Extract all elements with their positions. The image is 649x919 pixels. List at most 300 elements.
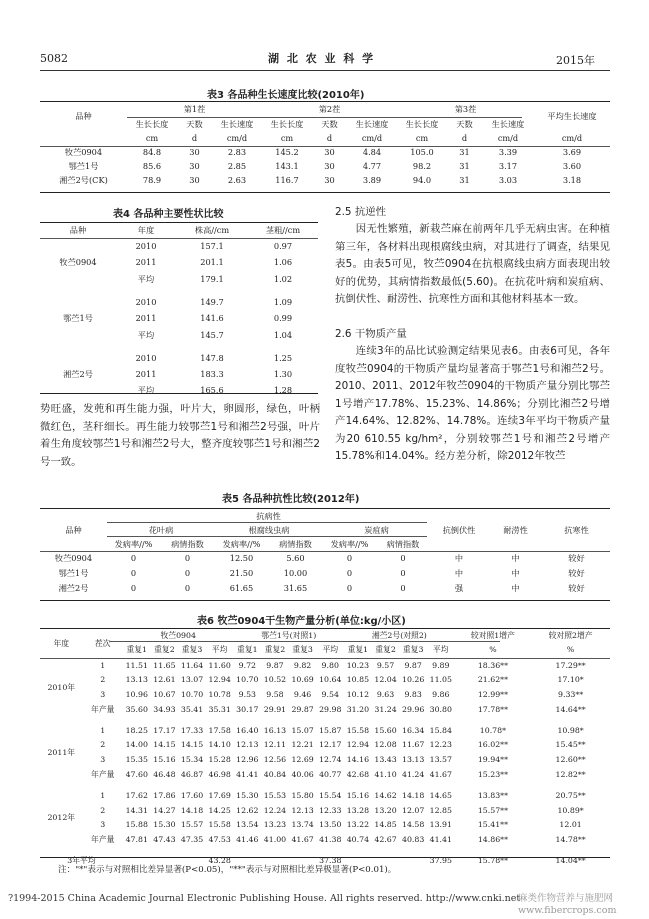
value-cell: 11.51 xyxy=(125,660,148,670)
t6-batch-cell: 1 xyxy=(100,660,106,670)
t6-avg-value: 43.28 xyxy=(208,855,231,865)
variety-cell: 湘苎2号(CK) xyxy=(59,174,108,185)
value-cell: 31.24 xyxy=(374,704,397,714)
value-cell: 2011 xyxy=(135,257,157,268)
value-cell: 4.77 xyxy=(362,160,382,171)
variety-cell: 湘苎2号 xyxy=(58,583,89,594)
value-cell: 46.98 xyxy=(208,770,231,780)
t3-sub: 天数 xyxy=(456,118,473,129)
value-cell: 12.69 xyxy=(291,755,314,765)
t4-row xyxy=(40,238,318,254)
value-cell: 14.64** xyxy=(555,704,586,714)
table3 xyxy=(40,102,610,187)
value-cell: 157.1 xyxy=(200,241,224,252)
variety-cell: 牧苎0904 xyxy=(64,146,103,157)
value-cell: 143.1 xyxy=(275,160,299,171)
value-cell: 平均 xyxy=(137,329,155,340)
value-cell: 中 xyxy=(511,583,520,594)
value-cell: 15.57 xyxy=(180,820,204,830)
t6-year-cell: 2010年 xyxy=(47,682,76,692)
t6-sub: 重复3 xyxy=(402,645,424,655)
value-cell: 31.65 xyxy=(283,583,308,594)
t6-sub: 重复2 xyxy=(154,645,175,655)
value-cell: 12.04 xyxy=(374,675,397,685)
value-cell: 13.57 xyxy=(429,755,452,765)
t6-batch-cell: 年产量 xyxy=(91,835,115,845)
value-cell: 14.18 xyxy=(180,805,204,815)
t6-year-cell: 2012年 xyxy=(47,813,76,823)
t4-header: 年度 xyxy=(137,225,155,236)
value-cell: 34.93 xyxy=(153,704,176,714)
t6-inc2-header: 较对照2增产 xyxy=(548,630,593,640)
value-cell: 14.15 xyxy=(180,740,204,750)
value-cell: 12.01 xyxy=(559,820,582,830)
value-cell: 183.3 xyxy=(200,369,224,380)
value-cell: 30.17 xyxy=(236,704,259,714)
value-cell: 15.28 xyxy=(208,755,231,765)
t5-variety-header: 品种 xyxy=(65,524,82,535)
value-cell: 61.65 xyxy=(229,583,254,594)
value-cell: 9.57 xyxy=(376,660,395,670)
t4-variety-cell: 湘苎2号 xyxy=(63,369,93,380)
value-cell: 30 xyxy=(324,160,335,171)
value-cell: 10.69 xyxy=(291,675,314,685)
t6-sub: 平均 xyxy=(322,645,339,655)
value-cell: 16.34 xyxy=(402,725,425,735)
value-cell: 17.86 xyxy=(153,790,176,800)
table6-note: 注："*"表示与对照相比差异显著(P<0.05)，"**"表示与对照相比差异极显著(P<0.01)。 xyxy=(58,865,397,875)
t6-sub: 重复1 xyxy=(237,645,258,655)
t5-other-header: 抗倒伏性 xyxy=(442,524,476,535)
page-year: 2015年 xyxy=(556,54,595,67)
value-cell: 21.50 xyxy=(229,568,254,579)
value-cell: 12.85 xyxy=(429,805,452,815)
value-cell: 10.85 xyxy=(346,675,370,685)
value-cell: 12.99** xyxy=(477,690,508,700)
t6-batch-header: 茬次 xyxy=(94,638,111,648)
value-cell: 18.25 xyxy=(125,725,148,735)
value-cell: 15.30 xyxy=(236,790,259,800)
t3-sub: 生长速度 xyxy=(491,118,525,129)
value-cell: 9.89 xyxy=(432,660,450,670)
page-number: 5082 xyxy=(40,52,68,65)
value-cell: 15.23** xyxy=(477,770,508,780)
value-cell: 16.40 xyxy=(236,725,259,735)
value-cell: 47.35 xyxy=(180,835,204,845)
value-cell: 3.03 xyxy=(498,174,518,185)
value-cell: 0 xyxy=(184,553,191,564)
t6-batch-cell: 年产量 xyxy=(91,704,115,714)
value-cell: 17.62 xyxy=(125,790,148,800)
value-cell: 4.84 xyxy=(362,146,382,157)
value-cell: 9.63 xyxy=(376,690,395,700)
value-cell: 42.68 xyxy=(346,770,370,780)
value-cell: 42.67 xyxy=(374,835,397,845)
t6-batch-cell: 1 xyxy=(100,790,106,800)
t3-row xyxy=(40,145,610,159)
t6-row xyxy=(40,723,610,738)
value-cell: 9.83 xyxy=(404,690,422,700)
value-cell: 41.46 xyxy=(236,835,259,845)
value-cell: 15.41** xyxy=(477,820,508,830)
value-cell: 12.23 xyxy=(429,740,452,750)
value-cell: 15.16 xyxy=(153,755,176,765)
t3-sub: 生长速度 xyxy=(220,118,254,129)
value-cell: 116.7 xyxy=(275,174,299,185)
value-cell: 15.60 xyxy=(374,725,397,735)
value-cell: 0 xyxy=(400,553,406,564)
t5-sub: 发病率//% xyxy=(114,538,153,549)
t4-row xyxy=(40,350,318,366)
value-cell: 9.87 xyxy=(404,660,422,670)
table4 xyxy=(40,223,318,399)
t5-sub: 病情指数 xyxy=(386,538,420,549)
t6-v2-header: 鄂苎1号(对照1) xyxy=(261,630,317,640)
value-cell: 40.06 xyxy=(291,770,314,780)
value-cell: 46.87 xyxy=(180,770,204,780)
value-cell: 11.60 xyxy=(208,660,231,670)
value-cell: 10.78* xyxy=(479,725,507,735)
t4-row xyxy=(40,294,318,310)
value-cell: 2.85 xyxy=(227,160,247,171)
value-cell: 9.86 xyxy=(432,690,450,700)
t5-row xyxy=(40,551,610,566)
value-cell: 17.58 xyxy=(208,725,231,735)
t6-sub: 重复1 xyxy=(126,645,148,655)
value-cell: 较好 xyxy=(568,568,585,579)
value-cell: 12.74 xyxy=(319,755,342,765)
value-cell: 19.94** xyxy=(477,755,508,765)
value-cell: 145.7 xyxy=(200,329,224,340)
value-cell: 41.67 xyxy=(429,770,452,780)
value-cell: 41.67 xyxy=(291,835,314,845)
value-cell: 10.70 xyxy=(236,675,259,685)
section-2-5-text: 因无性繁殖，新栽苎麻在前两年几乎无病虫害。在种植第三年，各材料出现根腐线虫病，对其进行了调查，结果见表5。由表5可见，牧苎0904在抗根腐线虫病方面表现出较好的优势，其病情指数最低(5.60)。在抗花叶病和炭疽病、抗倒伏性、耐涝性、抗寒性方面和其他材料基本一致。 xyxy=(335,223,610,305)
value-cell: 14.25 xyxy=(208,805,231,815)
variety-cell: 牧苎0904 xyxy=(54,553,93,564)
value-cell: 13.07 xyxy=(180,675,204,685)
t4-header: 品种 xyxy=(69,225,87,236)
value-cell: 18.36** xyxy=(477,660,508,670)
t3-stubble-2: 第2茬 xyxy=(318,104,341,115)
value-cell: 41.00 xyxy=(263,835,287,845)
value-cell: 78.9 xyxy=(142,174,162,185)
value-cell: 10.78 xyxy=(208,690,231,700)
value-cell: 94.0 xyxy=(412,174,432,185)
t6-avg-value: 15.78** xyxy=(477,855,508,865)
value-cell: 13.74 xyxy=(291,820,314,830)
value-cell: 14.16 xyxy=(346,755,370,765)
t6-batch-cell: 2 xyxy=(100,805,106,815)
value-cell: 15.34 xyxy=(180,755,204,765)
value-cell: 40.74 xyxy=(346,835,370,845)
value-cell: 47.81 xyxy=(125,835,148,845)
value-cell: 29.87 xyxy=(291,704,314,714)
value-cell: 141.6 xyxy=(200,313,224,324)
value-cell: 9.82 xyxy=(293,660,312,670)
value-cell: 17.78** xyxy=(477,704,508,714)
t6-batch-cell: 2 xyxy=(100,675,106,685)
t3-unit: cm xyxy=(145,132,159,143)
value-cell: 16.13 xyxy=(263,725,287,735)
value-cell: 10.70 xyxy=(180,690,204,700)
t3-unit: cm xyxy=(415,132,429,143)
t6-batch-cell: 3 xyxy=(100,755,106,765)
value-cell: 40.84 xyxy=(263,770,287,780)
value-cell: 11.05 xyxy=(429,675,452,685)
value-cell: 2.63 xyxy=(227,174,247,185)
value-cell: 15.54 xyxy=(319,790,342,800)
value-cell: 1.06 xyxy=(273,257,293,268)
value-cell: 40.83 xyxy=(402,835,425,845)
t3-sub: 生长长度 xyxy=(270,118,304,129)
section-2-6-heading: 2.6 干物质产量 xyxy=(335,328,407,340)
t6-year-cell: 2011年 xyxy=(47,747,76,757)
t6-row xyxy=(40,753,610,768)
value-cell: 16.02** xyxy=(477,740,508,750)
value-cell: 35.31 xyxy=(208,704,231,714)
t3-sub: 天数 xyxy=(186,118,203,129)
value-cell: 0 xyxy=(130,553,137,564)
value-cell: 13.91 xyxy=(429,820,452,830)
value-cell: 40.77 xyxy=(319,770,342,780)
value-cell: 10.67 xyxy=(153,690,176,700)
value-cell: 较好 xyxy=(568,553,585,564)
value-cell: 1.04 xyxy=(273,329,293,340)
value-cell: 较好 xyxy=(568,583,585,594)
value-cell: 15.45** xyxy=(555,740,586,750)
value-cell: 14.86** xyxy=(477,835,508,845)
value-cell: 3.39 xyxy=(498,146,518,157)
value-cell: 13.13 xyxy=(125,675,148,685)
value-cell: 0 xyxy=(184,583,191,594)
value-cell: 中 xyxy=(454,553,464,564)
table3-caption: 表3 各品种生长速度比较(2010年) xyxy=(207,90,365,101)
value-cell: 13.28 xyxy=(346,805,370,815)
t3-unit: cm xyxy=(280,132,294,143)
value-cell: 15.58 xyxy=(346,725,370,735)
value-cell: 1.02 xyxy=(273,273,293,284)
value-cell: 12.13 xyxy=(291,805,314,815)
section-2-5-heading: 2.5 抗逆性 xyxy=(335,206,386,218)
t5-group-header: 抗病性 xyxy=(256,510,281,521)
value-cell: 15.57** xyxy=(477,805,508,815)
t6-v1-header: 牧苎0904 xyxy=(160,630,196,640)
value-cell: 12.62 xyxy=(236,805,259,815)
t5-sub: 发病率//% xyxy=(222,538,261,549)
value-cell: 165.6 xyxy=(200,385,224,396)
value-cell: 31 xyxy=(459,160,470,171)
t3-stubble-1: 第1茬 xyxy=(183,104,206,115)
copyright-footer: ?1994-2015 China Academic Journal Electronic Publishing House. All rights reserved. http://www.cnki.net xyxy=(8,893,521,904)
value-cell: 0 xyxy=(346,553,353,564)
value-cell: 15.07 xyxy=(291,725,314,735)
t6-batch-cell: 3 xyxy=(100,690,106,700)
t6-batch-cell: 1 xyxy=(100,725,106,735)
t6-sub: 平均 xyxy=(433,645,449,655)
value-cell: 14.00 xyxy=(125,740,148,750)
value-cell: 31 xyxy=(459,146,470,157)
value-cell: 15.88 xyxy=(125,820,148,830)
variety-cell: 鄂苎1号 xyxy=(68,160,99,171)
value-cell: 12.33 xyxy=(319,805,342,815)
value-cell: 中 xyxy=(454,568,464,579)
value-cell: 30 xyxy=(324,146,335,157)
value-cell: 5.60 xyxy=(286,553,305,564)
value-cell: 17.29** xyxy=(555,660,586,670)
t3-row xyxy=(40,159,610,173)
value-cell: 15.30 xyxy=(153,820,176,830)
value-cell: 0 xyxy=(346,583,353,594)
t3-unit: cm/d xyxy=(361,132,383,143)
value-cell: 179.1 xyxy=(200,273,224,284)
value-cell: 17.10* xyxy=(557,675,584,685)
watermark: 麻类作物营养与施肥网 www.fibercrops.com xyxy=(518,893,617,916)
t6-pct: % xyxy=(566,645,575,655)
value-cell: 12.17 xyxy=(319,740,342,750)
value-cell: 2011 xyxy=(135,369,157,380)
t3-sub: 天数 xyxy=(321,118,338,129)
value-cell: 1.28 xyxy=(273,385,293,396)
value-cell: 12.50 xyxy=(229,553,254,564)
value-cell: 41.10 xyxy=(374,770,397,780)
value-cell: 30.80 xyxy=(429,704,452,714)
value-cell: 9.72 xyxy=(238,660,256,670)
value-cell: 9.53 xyxy=(238,690,256,700)
value-cell: 10.12 xyxy=(346,690,370,700)
value-cell: 9.80 xyxy=(321,660,339,670)
value-cell: 12.94 xyxy=(208,675,231,685)
value-cell: 13.43 xyxy=(374,755,397,765)
value-cell: 9.87 xyxy=(266,660,284,670)
value-cell: 14.65 xyxy=(429,790,452,800)
value-cell: 12.24 xyxy=(263,805,287,815)
journal-title: 湖 北 农 业 科 学 xyxy=(268,52,376,65)
t6-row xyxy=(40,738,610,753)
value-cell: 11.67 xyxy=(402,740,425,750)
value-cell: 17.60 xyxy=(180,790,204,800)
t3-stubble-3: 第3茬 xyxy=(454,104,477,115)
value-cell: 10.98* xyxy=(557,725,584,735)
value-cell: 11.64 xyxy=(180,660,204,670)
value-cell: 0 xyxy=(130,583,137,594)
value-cell: 98.2 xyxy=(412,160,432,171)
t4-header: 株高//cm xyxy=(194,225,230,236)
value-cell: 3.17 xyxy=(498,160,518,171)
t3-sub: 生长速度 xyxy=(355,118,389,129)
t5-disease: 花叶病 xyxy=(148,524,174,535)
table4-caption: 表4 各品种主要性状比较 xyxy=(113,209,224,220)
t6-v3-header: 湘苎2号(对照2) xyxy=(371,630,427,640)
t6-row xyxy=(40,768,610,783)
t4-variety-cell: 牧苎0904 xyxy=(59,257,97,268)
value-cell: 147.8 xyxy=(200,352,224,363)
value-cell: 0.99 xyxy=(273,313,293,324)
t6-year-header: 年度 xyxy=(53,638,70,648)
t6-row xyxy=(40,688,610,703)
t3-unit: cm/d xyxy=(497,132,519,143)
t6-batch-cell: 2 xyxy=(100,740,106,750)
value-cell: 0 xyxy=(130,568,137,579)
value-cell: 0.97 xyxy=(273,241,293,252)
value-cell: 0 xyxy=(400,583,406,594)
t6-inc1-header: 较对照1增产 xyxy=(470,630,515,640)
value-cell: 13.54 xyxy=(236,820,259,830)
value-cell: 13.50 xyxy=(319,820,342,830)
value-cell: 35.60 xyxy=(125,704,148,714)
value-cell: 12.07 xyxy=(402,805,425,815)
value-cell: 13.23 xyxy=(263,820,287,830)
value-cell: 29.96 xyxy=(402,704,425,714)
value-cell: 145.2 xyxy=(275,146,299,157)
value-cell: 10.26 xyxy=(402,675,425,685)
value-cell: 2011 xyxy=(135,313,157,324)
value-cell: 21.62** xyxy=(477,675,508,685)
value-cell: 3.69 xyxy=(562,146,582,157)
section-2-6-text: 连续3年的品比试验测定结果见表6。由表6可见，各年度牧苎0904的干物质产量均显著高于鄂苎1号和湘苎2号。2010、2011、2012年牧苎0904的干物质产量分别比鄂苎1号增产17.78%、15.23%、14.86%；分别比湘苎2号增产14.64%、12.82%、14.78%。连续3年平均干物质产量为20 610.55 kg/hm²，分别较鄂苎1号和湘苎2号增产15.78%和14.04%。经方差分析，除2012年牧苎 xyxy=(335,345,610,462)
t6-sub: 重复1 xyxy=(347,645,369,655)
value-cell: 1.25 xyxy=(273,352,293,363)
t6-row xyxy=(40,803,610,818)
value-cell: 中 xyxy=(511,568,520,579)
value-cell: 41.38 xyxy=(319,835,342,845)
value-cell: 17.69 xyxy=(208,790,231,800)
t6-row xyxy=(40,658,610,673)
t5-other-header: 耐涝性 xyxy=(503,524,528,535)
table5-caption: 表5 各品种抗性比较(2012年) xyxy=(222,494,360,505)
t6-row xyxy=(40,702,610,717)
table3-bottom-rule xyxy=(40,192,610,193)
t3-sub: 生长长度 xyxy=(135,118,169,129)
t6-batch-cell: 3 xyxy=(100,820,106,830)
value-cell: 10.96 xyxy=(125,690,148,700)
t6-row xyxy=(40,818,610,833)
value-cell: 17.17 xyxy=(153,725,176,735)
value-cell: 14.78** xyxy=(555,835,586,845)
value-cell: 14.58 xyxy=(402,820,425,830)
value-cell: 201.1 xyxy=(200,257,224,268)
value-cell: 9.46 xyxy=(293,690,312,700)
value-cell: 2.83 xyxy=(227,146,247,157)
value-cell: 15.87 xyxy=(319,725,342,735)
value-cell: 84.8 xyxy=(142,146,162,157)
value-cell: 14.31 xyxy=(125,805,148,815)
value-cell: 14.10 xyxy=(208,740,231,750)
t6-row xyxy=(40,673,610,688)
value-cell: 17.33 xyxy=(180,725,204,735)
value-cell: 85.6 xyxy=(142,160,162,171)
t6-avg-label: 3年平均 xyxy=(67,855,96,865)
value-cell: 0 xyxy=(400,568,406,579)
value-cell: 46.48 xyxy=(153,770,176,780)
value-cell: 11.65 xyxy=(153,660,176,670)
value-cell: 35.41 xyxy=(180,704,204,714)
t6-sub: 重复3 xyxy=(292,645,313,655)
value-cell: 13.13 xyxy=(402,755,425,765)
value-cell: 15.53 xyxy=(263,790,287,800)
value-cell: 10.89* xyxy=(557,805,584,815)
value-cell: 15.80 xyxy=(291,790,314,800)
t6-avg-value: 37.95 xyxy=(429,855,452,865)
value-cell: 29.91 xyxy=(263,704,287,714)
t4-variety-cell: 鄂苎1号 xyxy=(63,313,93,324)
value-cell: 1.09 xyxy=(273,296,293,307)
value-cell: 3.18 xyxy=(562,174,582,185)
table6-caption: 表6 牧苎0904干生物产量分析(单位:kg/小区) xyxy=(197,616,406,627)
value-cell: 12.08 xyxy=(374,740,397,750)
value-cell: 47.53 xyxy=(208,835,231,845)
value-cell: 13.22 xyxy=(346,820,370,830)
